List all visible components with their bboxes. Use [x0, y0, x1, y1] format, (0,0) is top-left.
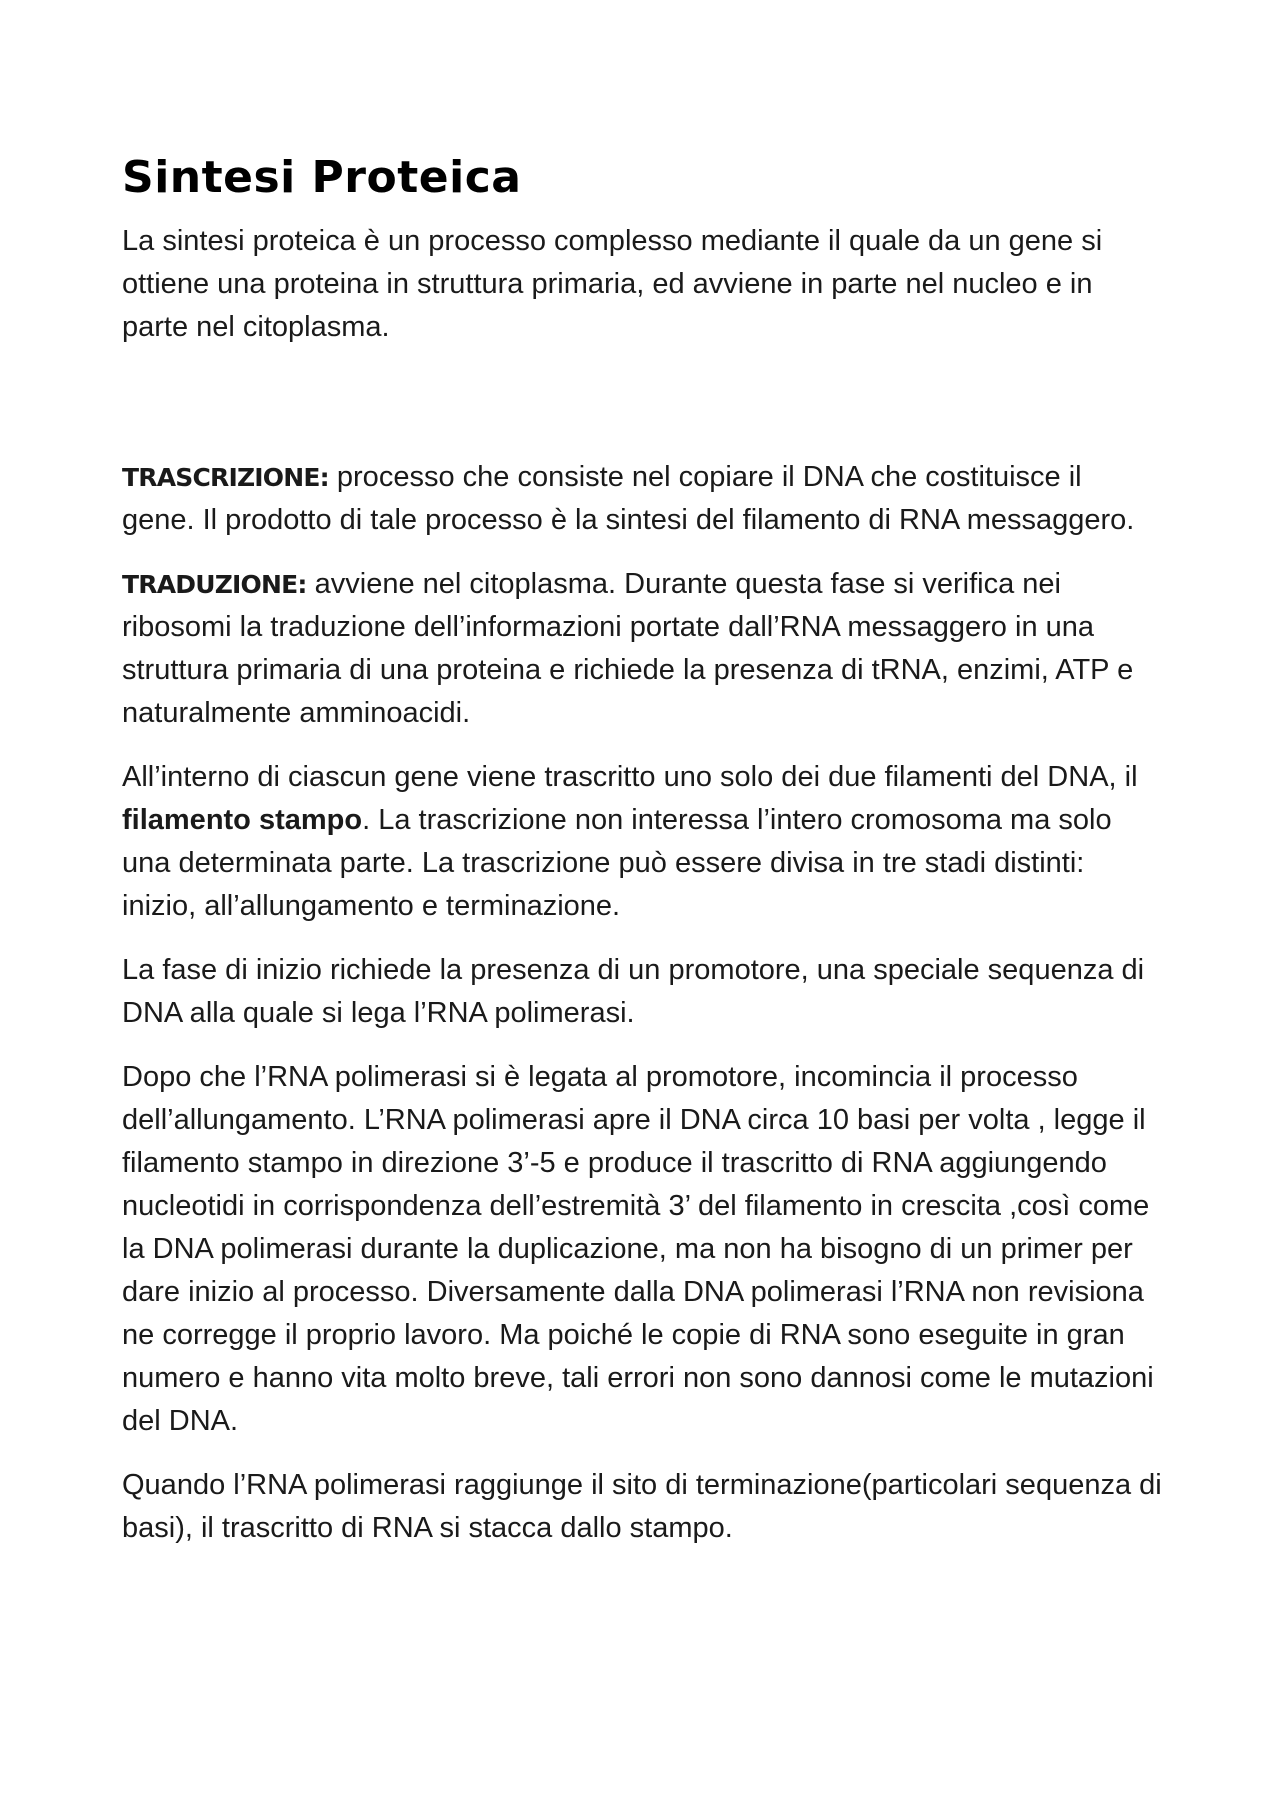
trascrizione-paragraph: [122, 456, 1162, 542]
filamento-text-after: . La trascrizione non interessa l’intero cromosoma ma solo una determinata parte. La trascrizione può essere divisa in tre stadi distinti: inizio, all’allungamento e terminazione.: [122, 804, 1112, 922]
traduzione-text: avviene nel citoplasma. Durante questa fase si verifica nei ribosomi la traduzione dell’informazioni portate dall’RNA messaggero in una struttura primaria di una proteina e richiede la presenza di tRNA, enzimi, ATP e naturalmente amminoacidi.: [122, 568, 1134, 729]
page-title: Sintesi Proteica: [122, 152, 522, 203]
filamento-text-before: All’interno di ciascun gene viene trascritto uno solo dei due filamenti del DNA, il: [122, 761, 1138, 793]
terminazione-paragraph: Quando l’RNA polimerasi raggiunge il sito di terminazione(particolari sequenza di basi), il trascritto di RNA si stacca dallo stampo.: [122, 1469, 1162, 1544]
filamento-stampo-bold: filamento stampo: [122, 804, 363, 836]
filamento-paragraph: [122, 756, 1162, 928]
traduzione-paragraph: [122, 563, 1162, 735]
traduzione-term: TRADUZIONE:: [122, 570, 307, 599]
allungamento-paragraph: Dopo che l’RNA polimerasi si è legata al promotore, incomincia il processo dell’allungamento. L’RNA polimerasi apre il DNA circa 10 basi per volta , legge il filamento stampo in direzione 3’-5 e produce il trascritto di RNA aggiungendo nucleotidi in corrispondenza dell’estremità 3’ del filamento in crescita ,così come la DNA polimerasi durante la duplicazione, ma non ha bisogno di un primer per dare inizio al processo. Diversamente dalla DNA polimerasi l’RNA non revisiona ne corregge il proprio lavoro. Ma poiché le copie di RNA sono eseguite in gran numero e hanno vita molto breve, tali errori non sono dannosi come le mutazioni del DNA.: [122, 1061, 1154, 1437]
trascrizione-term: TRASCRIZIONE:: [122, 463, 329, 492]
document-body: [122, 146, 1162, 1571]
inizio-paragraph: La fase di inizio richiede la presenza di un promotore, una speciale sequenza di DNA alla quale si lega l’RNA polimerasi.: [122, 954, 1145, 1029]
trascrizione-text: processo che consiste nel copiare il DNA che costituisce il gene. Il prodotto di tale processo è la sintesi del filamento di RNA messaggero.: [122, 461, 1135, 536]
intro-paragraph: La sintesi proteica è un processo complesso mediante il quale da un gene si ottiene una proteina in struttura primaria, ed avviene in parte nel nucleo e in parte nel citoplasma.: [122, 225, 1103, 343]
spacer: [122, 370, 1162, 456]
